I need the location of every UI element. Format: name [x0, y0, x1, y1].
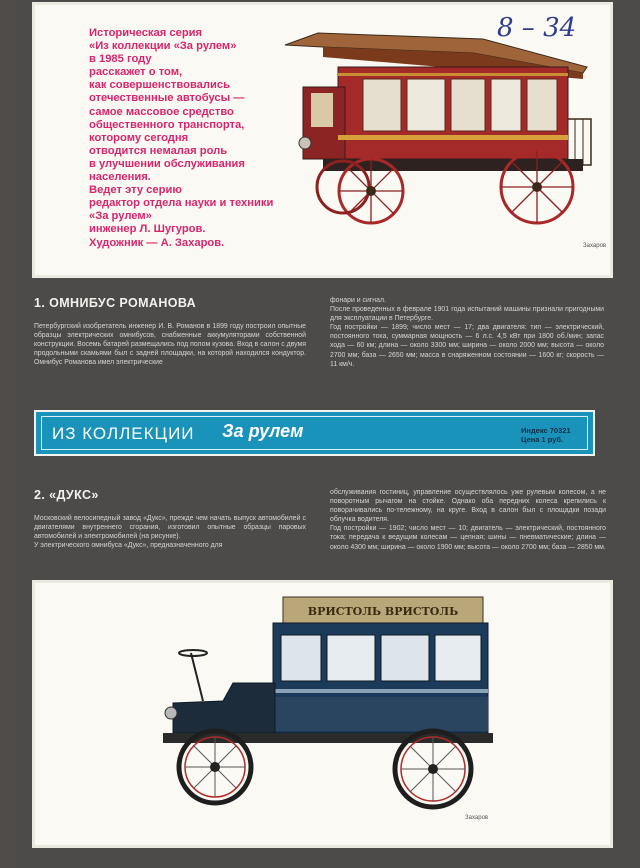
bottom-panel — [32, 580, 613, 848]
binding-edge — [0, 0, 16, 868]
section-2-text-left: Московский велосипедный завод «Дукс», прежде чем начать выпуск автомобилей с двигателями внутреннего сгорания, изготовил опытные образцы паровых автомобилей и электромобилей (на рисунке). У электрического омнибуса «Дукс», предназначенного для — [34, 515, 306, 550]
section-1-text-right: фонари и сигнал. После проведенных в феврале 1901 года испытаний машины признали пригодными для эксплуатации в Петербурге. Год постройки — 1899; число мест — 17; два двигателя: тип — электрический, постоянного тока, суммарная мощность — 6 л.с. 4,5 кВт при 1800 об./мин; запас хода — 60 км; длина — около 3300 мм; ширина — около 2000 мм; высота — около 2700 мм; база — 2650 мм; масса в снаряженном состоянии — 1600 кг; скорость — 11 км/ч. — [330, 297, 604, 368]
section-1-text-left: Петербургский изобретатель инженер И. В. Романов в 1899 году построил опытные образцы электрических омнибусов, снабженные аккумуляторами собственной конструкции. Восемь батарей размещались под полом кузова. Вход в салон с двумя продольными скамьями был с задней площадки, на которой находился кондуктор. Омнибус Романова имел электрические — [34, 323, 306, 367]
collection-banner — [34, 410, 595, 456]
artist-signature: Захаров — [583, 243, 607, 249]
price-block — [521, 426, 571, 444]
roof-sign-text: ВРИСТОЛЬ ВРИСТОЛЬ — [307, 605, 459, 618]
top-panel — [32, 2, 613, 278]
romanov-omnibus-illustration — [283, 27, 613, 257]
duks-omnibus-illustration — [143, 593, 503, 823]
section-1-title: 1. ОМНИБУС РОМАНОВА — [34, 296, 197, 310]
series-intro: Историческая серия «Из коллекции «За рулем» в 1985 году расскажет о том, как совершенствовались отечественные автобусы — самое массовое средство общественного транспорта, которому сегодня отводится немалая роль в улучшении обслуживания населения. Ведет эту серию редактор отдела науки и техники «За рулем» инженер Л. Шугуров. Художник — А. Захаров. — [89, 27, 274, 249]
magazine-logo: За рулем — [222, 421, 304, 441]
handwritten-note: 8 – 34 — [497, 13, 577, 43]
price-label: Цена 1 руб. — [521, 435, 564, 444]
banner-title: ИЗ КОЛЛЕКЦИИ — [52, 424, 195, 443]
subscription-index: Индекс 70321 — [521, 426, 571, 435]
magazine-page — [16, 0, 630, 868]
artist-signature-2: Захаров — [465, 815, 489, 821]
section-2-text-right: обслуживания гостиниц, управление осуществлялось уже рулевым колесом, а не поворотным рычагом на стойке. Однако оба передних колеса крепились к поворачивались по-тележному, на круге. Вход в салон был с площадки позади облучка водителя. Год постройки — 1902; число мест — 10; двигатель — электрический, постоянного тока; передача к ведущим колесам — цепная; шины — пневматические; длина — около 4300 мм; ширина — около 1900 мм; высота — около 2700 мм; база — 2850 мм. — [330, 489, 606, 551]
section-2-title: 2. «ДУКС» — [34, 488, 99, 502]
page-edge — [630, 0, 640, 868]
